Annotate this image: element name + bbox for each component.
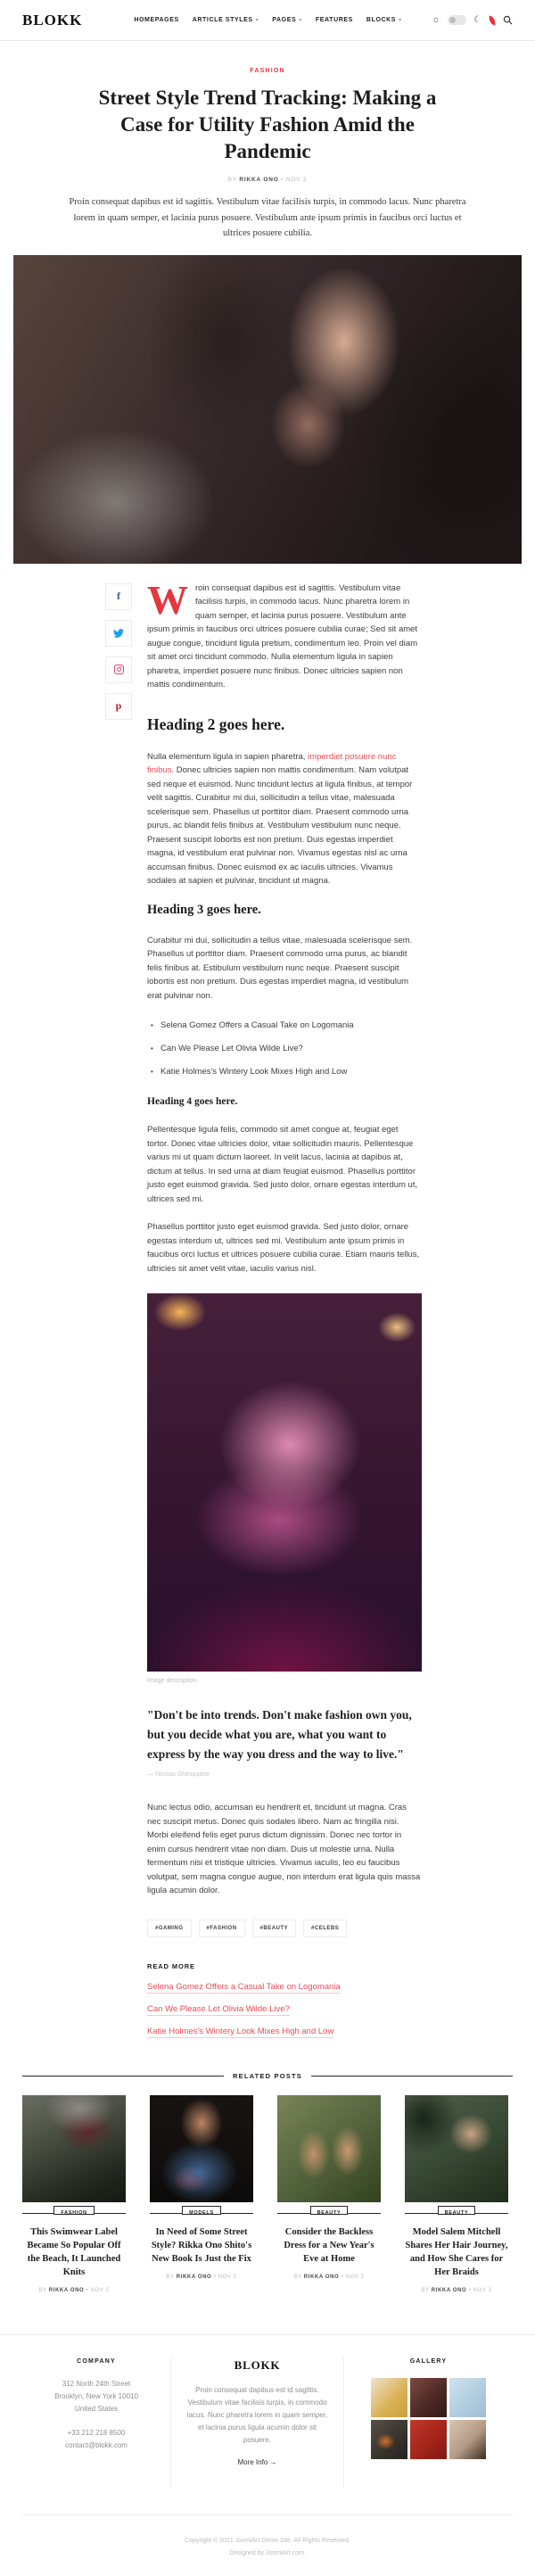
nav-item-blocks[interactable]: BLOCKS ▾ — [366, 17, 402, 23]
related-post-image[interactable] — [405, 2095, 508, 2202]
post-date: NOV 2 — [285, 177, 308, 183]
gallery-thumb[interactable] — [410, 2378, 447, 2417]
company-contact — [22, 2427, 170, 2452]
search-icon[interactable] — [503, 15, 513, 25]
instagram-share-button[interactable] — [105, 656, 132, 683]
related-post-title[interactable]: This Swimwear Label Became So Popular Off the Beach, It Launched Knits — [27, 2226, 121, 2277]
heading-4: Heading 4 goes here. — [147, 1096, 238, 1107]
footer-company-heading: COMPANY — [77, 2357, 116, 2365]
site-header — [0, 0, 535, 41]
pinterest-icon: p — [115, 699, 122, 712]
footer-gallery-heading: GALLERY — [409, 2357, 448, 2365]
drop-cap: W — [147, 576, 188, 623]
related-post-card — [150, 2095, 253, 2293]
read-more-link[interactable]: Katie Holmes's Wintery Look Mixes High and Low — [147, 2026, 334, 2036]
more-info-link[interactable]: More Info → — [237, 2457, 277, 2466]
chevron-down-icon: ▾ — [299, 18, 302, 23]
related-post-meta: BY RIKKA ONO • NOV 2 — [293, 2274, 365, 2280]
related-posts-section — [0, 2072, 535, 2293]
category-badge[interactable]: BEAUTY — [310, 2206, 349, 2215]
heading-3: Heading 3 goes here. — [147, 902, 261, 917]
facebook-icon: f — [117, 590, 120, 602]
main-nav — [134, 17, 432, 23]
page-title: Street Style Trend Tracking: Making a Case for Utility Fashion Amid the Pandemic — [98, 87, 437, 162]
gallery-grid — [344, 2378, 513, 2459]
company-address: 312 North 24th Street Brooklyn, New York 10010 United States — [54, 2379, 138, 2413]
category-badge[interactable]: MODELS — [182, 2206, 221, 2215]
byline: BY RIKKA ONO • NOV 2 — [227, 177, 308, 183]
author-link[interactable]: RIKKA ONO — [176, 2274, 212, 2280]
theme-toggle[interactable] — [448, 15, 466, 25]
paragraph-4: Pellentesque ligula felis, commodo sit amet congue at, feugiat eget tortor. Donec vitae ultricies dolor, vitae sollicitudin mauris. Pellentesque varius mi ut quam dictum laoreet. In velit lacus, lacinia at dapibus at, dictum at tellus. In sed urna at diam feugiat euismod. Phasellus porttitor justo eget euismod gravida. Sed justo dolor, ornare egestas interdum ut, ultrices sed mi. — [147, 1125, 418, 1204]
sun-icon[interactable]: ☼ — [431, 14, 441, 25]
tag-celebs[interactable]: #CELEBS — [303, 1920, 347, 1937]
nav-item-pages[interactable]: PAGES ▾ — [272, 17, 302, 23]
inline-article-image — [147, 1293, 422, 1672]
moon-icon[interactable]: ☾ — [473, 14, 482, 25]
instagram-icon — [114, 665, 124, 674]
footer-company-column — [22, 2357, 170, 2488]
list-item: • Katie Holmes's Wintery Look Mixes High and Low — [151, 1065, 422, 1078]
phone-link[interactable]: +33 212 218 8500 — [67, 2428, 126, 2437]
footer-about-column — [170, 2357, 344, 2488]
related-post-card — [405, 2095, 508, 2293]
category-badge[interactable]: FASHION — [54, 2206, 94, 2215]
facebook-share-button[interactable] — [105, 583, 132, 610]
bullet-list — [151, 1019, 422, 1078]
paragraph-1: Wroin consequat dapibus est id sagittis. Vestibulum vitae facilisis turpis, in commodo lacus. Nunc pharetra lorem in quam semper, et lacinia purus posuere. Vestibulum ante ipsum primis in faucibus orci ultrices posuere cubilia curae; Sed sit amet augue congue, tincidunt ligula pretium, condimentum leo. Proin vel diam sit amet orci tincidunt commodo. Nulla elementum ligula in sapien pharetra, imperdiet posuere nunc finibus. Donec ultricies sapien non mattis condimentum. — [147, 576, 418, 689]
paragraph-5: Phasellus porttitor justo eget euismod gravida. Sed justo dolor, ornare egestas interdum ut, ultrices sed mi. Vestibulum ante ipsum primis in faucibus orci luctus et ultrices posuere cubilia curae. Etiam mauris tellus, ultricies sit amet velit vitae, iaculis varius nisl. — [147, 1222, 420, 1274]
article-content — [147, 576, 422, 2038]
image-caption: Image description. — [147, 1678, 199, 1684]
gallery-thumb[interactable] — [410, 2420, 447, 2459]
related-post-image[interactable] — [150, 2095, 253, 2202]
category-link[interactable]: FASHION — [250, 68, 285, 74]
paragraph-6: Nunc lectus odio, accumsan eu hendrerit et, tincidunt ut magna. Cras nec suscipit metus. Donec quis sodales libero. Nam ac fringilla nisi. Morbi eleifend felis eget purus dictum dignissim. Donec nec tortor in enim cursus hendrerit vitae non diam. Duis ut molestie urna. Nulla fermentum nisi et tristique ultricies. Vivamus iaculis, leo eu faucibus volutpat, sem magna congue augue, non interdum erat ligula quis massa ligula acumin dolor. — [147, 1803, 421, 1895]
gallery-thumb[interactable] — [449, 2378, 486, 2417]
related-posts-header — [22, 2072, 513, 2080]
nav-item-features[interactable]: FEATURES — [315, 17, 353, 23]
chevron-down-icon: ▾ — [399, 18, 402, 23]
paragraph-3: Curabitur mi dui, sollicitudin a tellus vitae, malesuada scelerisque sem. Phasellus ut porttitor diam. Praesent commodo urna purus, ac blandit felis finibus at. Estibulum vestibulum nunc neque. Praesent suscipit lobortis est non pretium. Duis egestas imperdiet magna, id vestibulum erat pulvinar non. — [147, 935, 413, 1001]
read-more-heading: READ MORE — [147, 1961, 195, 1970]
related-posts-title: RELATED POSTS — [233, 2071, 302, 2080]
header-tools — [432, 15, 513, 25]
tag-fashion[interactable]: #FASHION — [199, 1920, 245, 1937]
author-link[interactable]: RIKKA ONO — [239, 177, 279, 183]
related-post-title[interactable]: In Need of Some Street Style? Rikka Ono Shito's New Book Is Just the Fix — [151, 2226, 252, 2264]
related-post-meta: BY RIKKA ONO • NOV 2 — [421, 2287, 492, 2293]
nav-item-article-styles[interactable]: ARTICLE STYLES ▾ — [192, 17, 259, 23]
pinterest-share-button[interactable] — [105, 693, 132, 720]
article-header — [0, 41, 535, 564]
gallery-thumb[interactable] — [449, 2420, 486, 2459]
read-more-link[interactable]: Can We Please Let Olivia Wilde Live? — [147, 2003, 290, 2014]
envato-icon[interactable] — [488, 15, 496, 25]
twitter-share-button[interactable] — [105, 620, 132, 647]
author-link[interactable]: RIKKA ONO — [303, 2274, 340, 2280]
site-logo[interactable]: BLOKK — [22, 11, 83, 29]
paragraph-2: Nulla elementum ligula in sapien pharetra, imperdiet posuere nunc finibus. Donec ultricies sapien non mattis condimentum. Nam volutpat sed neque et euismod. Nunc tincidunt lectus at ligula finibus, at tempor velit sagittis. Curabitur mi dui, sollicitudin a tellus vitae, malesuada scelerisque sem. Phasellus ut porttitor diam. Praesent commodo urna purus, ac blandit felis finibus at. Vestibulum vestibulum nunc neque. Praesent suscipit lobortis est non pretium. Duis egestas imperdiet magna, id vestibulum erat pulvinar non. Vivamus egestas nisl ac urna accumsan finibus. Donec euismod ex ac iaculis ultricies. Vivamus sodales at sapien et pulvinar, tincidunt ut magna. — [147, 751, 413, 886]
related-post-title[interactable]: Model Salem Mitchell Shares Her Hair Journey, and How She Cares for Her Braids — [405, 2226, 508, 2277]
list-item: • Selena Gomez Offers a Casual Take on Logomania — [151, 1019, 422, 1032]
article-body — [0, 576, 535, 2038]
arrow-right-icon: → — [269, 2457, 277, 2466]
related-post-image[interactable] — [22, 2095, 126, 2202]
author-link[interactable]: RIKKA ONO — [431, 2287, 467, 2293]
tag-beauty[interactable]: #BEAUTY — [252, 1920, 297, 1937]
related-post-meta: BY RIKKA ONO • NOV 2 — [38, 2287, 110, 2293]
related-post-meta: BY RIKKA ONO • NOV 2 — [166, 2274, 237, 2280]
toggle-knob — [449, 17, 456, 23]
author-link[interactable]: RIKKA ONO — [48, 2287, 85, 2293]
blockquote-cite: — Nicolas Ghesquière — [147, 1771, 210, 1778]
twitter-icon — [113, 628, 124, 639]
email-link[interactable]: contact@blokk.com — [65, 2440, 128, 2449]
related-post-image[interactable] — [277, 2095, 381, 2202]
gallery-thumb[interactable] — [371, 2378, 407, 2417]
category-badge[interactable]: BEAUTY — [438, 2206, 476, 2215]
related-post-card — [22, 2095, 126, 2293]
related-posts-grid — [22, 2095, 513, 2293]
footer-gallery-column — [344, 2357, 513, 2488]
related-post-title[interactable]: Consider the Backless Dress for a New Year's Eve at Home — [284, 2226, 374, 2264]
footer-logo[interactable]: BLOKK — [234, 2357, 281, 2372]
blockquote: "Don't be into trends. Don't make fashion own you, but you decide what you are, what you want to express by the way you dress and the way to live." — [147, 1708, 412, 1761]
copyright: Copyright © 2021 JoomlArt Demo Site. All Rights Reserved. Designed by JoomlArt.com. — [22, 2514, 513, 2576]
read-more-link[interactable]: Selena Gomez Offers a Casual Take on Logomania — [147, 1981, 341, 1992]
share-rail — [105, 583, 132, 720]
tag-gaming[interactable]: #GAMING — [147, 1920, 192, 1937]
tag-list — [147, 1920, 422, 1937]
hero-image — [13, 255, 522, 564]
gallery-thumb[interactable] — [371, 2420, 407, 2459]
list-item: • Can We Please Let Olivia Wilde Live? — [151, 1042, 422, 1055]
inline-text-link[interactable]: imperdiet posuere nunc finibus — [147, 751, 397, 775]
heading-2: Heading 2 goes here. — [147, 714, 285, 733]
site-footer — [0, 2334, 535, 2488]
footer-about-text: Proin consequat dapibus est id sagittis. Vestibulum vitae facilisis turpis, in commodo lacus. Nunc pharetra lorem in quam semper, et lacinia purus ligula acumin dolor sit posuere. — [186, 2385, 328, 2444]
related-post-card — [277, 2095, 381, 2293]
article-intro: Proin consequat dapibus est id sagittis. Vestibulum vitae facilisis turpis, in commodo lacus. Nunc pharetra lorem in quam semper, et lacinia purus posuere. Vestibulum ante ipsum primis in faucibus orci luctus et ultrices posuere cubilia. — [69, 197, 466, 238]
chevron-down-icon: ▾ — [255, 18, 259, 23]
nav-item-homepages[interactable]: HOMEPAGES — [134, 17, 179, 23]
